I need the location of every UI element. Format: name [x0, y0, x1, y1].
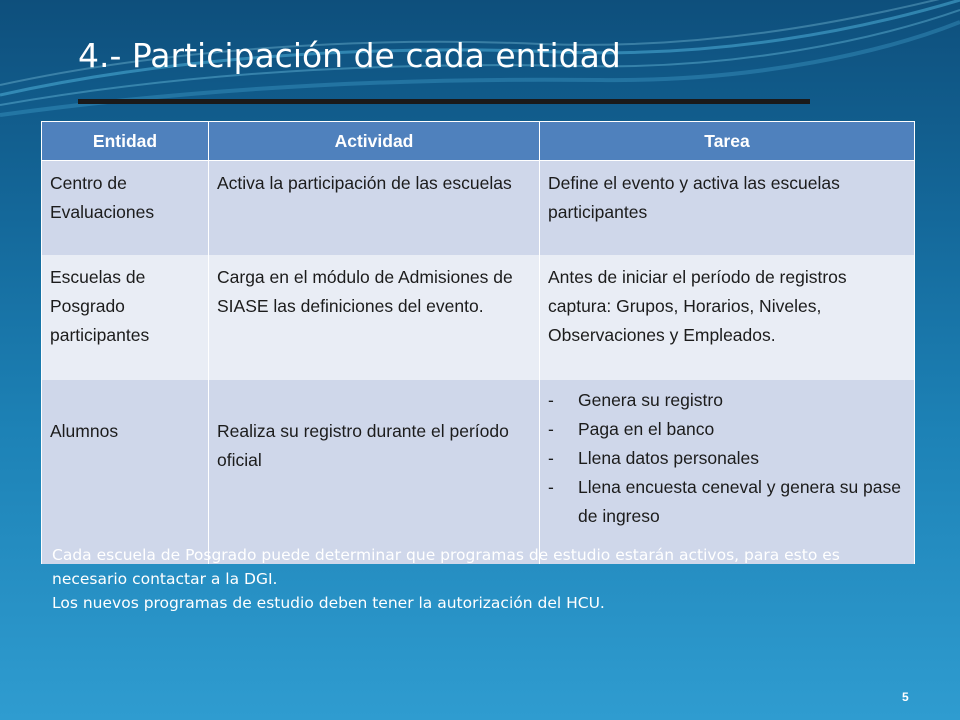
task-cell: Antes de iniciar el período de registros captura: Grupos, Horarios, Niveles, Observaciones y Empleados. — [540, 255, 915, 380]
table-header-row — [42, 122, 915, 161]
table-row — [42, 380, 915, 564]
bullet-dash: - — [548, 477, 554, 497]
participation-table — [41, 121, 915, 564]
table-row — [42, 255, 915, 380]
slide-title: 4.- Participación de cada entidad — [78, 36, 621, 75]
list-item-text: Llena datos personales — [578, 448, 759, 468]
header-actividad: Actividad — [209, 122, 540, 161]
list-item-text: Llena encuesta ceneval y genera su pase de ingreso — [578, 477, 902, 526]
header-tarea: Tarea — [540, 122, 915, 161]
footnote-block — [52, 543, 912, 615]
task-cell: Define el evento y activa las escuelas participantes — [540, 161, 915, 256]
task-list — [548, 386, 906, 531]
bullet-dash: - — [548, 448, 554, 468]
list-item — [548, 473, 906, 531]
task-cell — [540, 380, 915, 564]
list-item — [548, 444, 906, 473]
list-item — [548, 386, 906, 415]
list-item-text: Genera su registro — [578, 390, 723, 410]
title-underline — [78, 99, 810, 104]
entity-cell: Centro de Evaluaciones — [42, 161, 209, 256]
list-item-text: Paga en el banco — [578, 419, 715, 439]
activity-cell: Activa la participación de las escuelas — [209, 161, 540, 256]
footnote-line: Los nuevos programas de estudio deben tener la autorización del HCU. — [52, 594, 605, 612]
footnote-line: Cada escuela de Posgrado puede determinar que programas de estudio estarán activos, para esto es necesario contactar a la DGI. — [52, 546, 840, 588]
bullet-dash: - — [548, 390, 554, 410]
header-entidad: Entidad — [42, 122, 209, 161]
entity-cell: Escuelas de Posgrado participantes — [42, 255, 209, 380]
list-item — [548, 415, 906, 444]
table-row — [42, 161, 915, 256]
activity-cell: Realiza su registro durante el período oficial — [209, 380, 540, 564]
page-number: 5 — [902, 690, 909, 704]
bullet-dash: - — [548, 419, 554, 439]
activity-cell: Carga en el módulo de Admisiones de SIASE las definiciones del evento. — [209, 255, 540, 380]
entity-cell: Alumnos — [42, 380, 209, 564]
